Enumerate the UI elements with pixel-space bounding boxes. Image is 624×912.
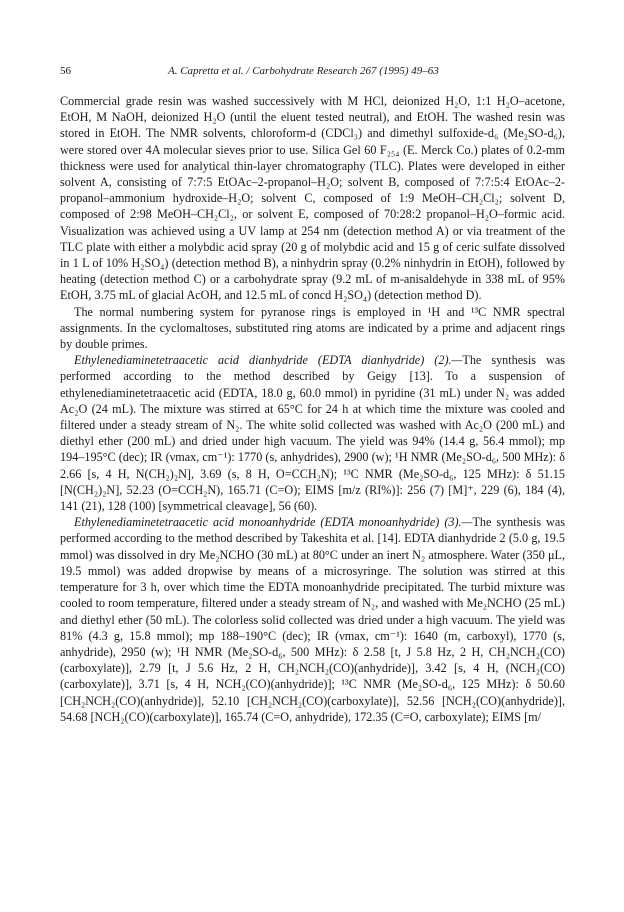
- page-number: 56: [60, 65, 71, 77]
- paragraph-text: The synthesis was performed according to the method described by Geigy [13]. To a suspension of ethylenediaminetetraacetic acid (EDTA, 18.0 g, 60.0 mmol) in pyridine (31 mL) under N₂ was added Ac₂O (24 mL). The mixture was stirred at 65°C for 24 h at which time the mixture was cooled and filtered under a steady stream of N₂. The white solid collected was washed with Ac₂O (200 mL) and diethyl ether (200 mL) and dried under high vacuum. The yield was 94% (14.4 g, 56.4 mmol); mp 194–195°C (dec); IR (νmax, cm⁻¹): 1770 (s, anhydrides), 2900 (w); ¹H NMR (Me₂SO-d₆, 500 MHz): δ 2.66 [s, 4 H, N(CH₂)₂N], 3.69 (s, 8 H, O=CCH₂N); ¹³C NMR (Me₂SO-d₆, 125 MHz): δ 51.15 [N(CH₂)₂N], 52.23 (O=CCH₂N), 165.71 (C=O); EIMS [m/z (RI%)]: 256 (7) [M]⁺, 229 (6), 184 (4), 141 (21), 128 (100) [symmetrical cleavage], 56 (60).: [60, 353, 566, 514]
- run-in-heading: Ethylenediaminetetraacetic acid monoanhydride (EDTA monoanhydride) (3).—: [74, 515, 473, 530]
- paragraph-materials: [60, 93, 565, 304]
- paragraph-text: The synthesis was performed according to the method described by Takeshita et al. [14]. EDTA dianhydride 2 (5.0 g, 19.5 mmol) was dissolved in dry Me₂NCHO (30 mL) at 80°C under an inert N₂ atmosphere. Water (350 μL, 19.5 mmol) was added dropwise by means of a microsyringe. The solution was stirred at this temperature for 3 h, over which time the EDTA monoanhydride precipitated. The turbid mixture was cooled to room temperature, filtered under a steady stream of N₂, and washed with Me₂NCHO (25 mL) and diethyl ether (50 mL). The colorless solid collected was dried under a high vacuum. The yield was 81% (4.3 g, 15.8 mmol); mp 188–190°C (dec); IR (νmax, cm⁻¹): 1640 (m, carboxyl), 1770 (s, anhydride), 2950 (w); ¹H NMR (Me₂SO-d₆, 500 MHz): δ 2.58 [t, J 5.8 Hz, 2 H, CH₂NCH₂(CO)(carboxylate)], 2.79 [t, J 5.6 Hz, 2 H, CH₂NCH₂(CO)(anhydride)], 3.42 [s, 4 H, (NCH₂(CO)(carboxylate)], 3.71 [s, 4 H, NCH₂(CO)(anhydride)]; ¹³C NMR (Me₂SO-d₆, 125 MHz): δ 50.60 [CH₂NCH₂(CO)(anhydride)], 52.10 [CH₂NCH₂(CO)(carboxylate)], 52.56 [NCH₂(CO)(anhydride)], 54.68 [NCH₂(CO)(carboxylate)], 165.74 (C=O, anhydride), 172.35 (C=O, carboxylate); EIMS [m/: [60, 515, 566, 724]
- paragraph-numbering: [60, 304, 565, 353]
- body-text: [60, 93, 565, 725]
- paragraph-edta-monoanhydride: [60, 514, 565, 725]
- paragraph-edta-dianhydride: [60, 352, 565, 514]
- running-title: A. Capretta et al. / Carbohydrate Research 267 (1995) 49–63: [168, 65, 439, 77]
- paragraph-text: The normal numbering system for pyranose rings is employed in ¹H and ¹³C NMR spectral assignments. In the cyclomaltoses, substituted ring atoms are indicated by a prime and adjacent rings by double primes.: [60, 304, 565, 352]
- run-in-heading: Ethylenediaminetetraacetic acid dianhydride (EDTA dianhydride) (2).—: [74, 353, 463, 368]
- running-head: [60, 63, 565, 79]
- paragraph-text: Commercial grade resin was washed successively with M HCl, deionized H₂O, 1:1 H₂O–acetone, EtOH, M NaOH, deionized H₂O (until the eluent tested neutral), and EtOH. The washed resin was stored in EtOH. The NMR solvents, chloroform-d (CDCl₃) and dimethyl sulfoxide-d₆ (Me₂SO-d₆), were stored over 4A molecular sieves prior to use. Silica Gel 60 F₂₅₄ (E. Merck Co.) plates of 0.2-mm thickness were used for analytical thin-layer chromatography (TLC). Plates were developed in either solvent A, consisting of 7:7:5 EtOAc–2-propanol–H₂O; solvent B, composed of 7:7:5:4 EtOAc–2-propanol–ammonium hydroxide–H₂O; solvent C, composed of 1:9 MeOH–CH₂Cl₂; solvent D, composed of 2:98 MeOH–CH₂Cl₂, or solvent E, composed of 70:28:2 propanol–H₂O–formic acid. Visualization was achieved using a UV lamp at 254 nm (detection method A) or via treatment of the TLC plate with either a molybdic acid spray (20 g of molybdic acid and 15 g of ceric sulfate dissolved in 1 L of 10% H₂SO₄) (detection method B), a ninhydrin spray (0.2% ninhydrin in EtOH), followed by heating (detection method C) or a carbohydrate spray (9.2 mL of m-anisaldehyde in 338 mL of 95% EtOH, 3.75 mL of glacial AcOH, and 12.5 mL of concd H₂SO₄) (detection method D).: [60, 94, 565, 303]
